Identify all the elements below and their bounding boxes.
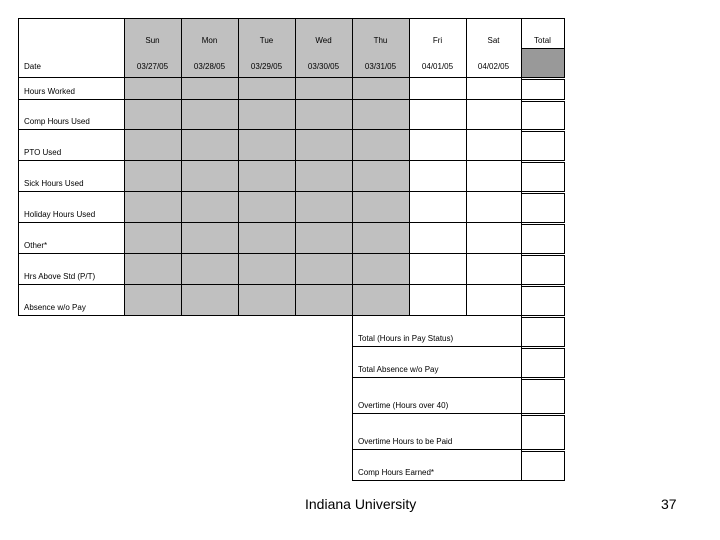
hours-cell: [238, 99, 296, 130]
row-label: Holiday Hours Used: [24, 210, 96, 219]
hours-cell: [409, 99, 467, 130]
date-value: 03/29/05: [250, 62, 283, 71]
row-total-cell: [521, 131, 565, 161]
date-row-label: Date: [24, 62, 41, 71]
row-total-cell: [521, 286, 565, 316]
hours-cell: [409, 253, 467, 285]
hours-cell: [181, 222, 239, 254]
summary-row-label: Total (Hours in Pay Status): [358, 334, 454, 343]
total-label: Total: [534, 36, 551, 45]
row-total-cell: [521, 255, 565, 285]
hours-cell: [466, 129, 522, 161]
hours-cell: [409, 129, 467, 161]
hours-cell: [409, 77, 467, 100]
total-date-cell: [521, 48, 565, 78]
row-label: Sick Hours Used: [24, 179, 84, 188]
hours-cell: [181, 284, 239, 316]
hours-cell: [466, 284, 522, 316]
hours-cell: [124, 284, 182, 316]
hours-cell: [295, 253, 353, 285]
day-label: Thu: [373, 36, 388, 45]
hours-cell: [409, 191, 467, 223]
hours-cell: [124, 77, 182, 100]
date-value: 03/31/05: [364, 62, 397, 71]
row-label: Absence w/o Pay: [24, 303, 86, 312]
hours-cell: [352, 160, 410, 192]
hours-cell: [238, 77, 296, 100]
hours-cell: [295, 99, 353, 130]
day-label: Tue: [259, 36, 274, 45]
hours-cell: [181, 77, 239, 100]
hours-cell: [466, 99, 522, 130]
hours-cell: [238, 284, 296, 316]
date-value: 03/27/05: [136, 62, 169, 71]
row-label: Hours Worked: [24, 87, 75, 96]
hours-cell: [181, 191, 239, 223]
summary-row-label: Total Absence w/o Pay: [358, 365, 439, 374]
hours-cell: [124, 160, 182, 192]
hours-cell: [124, 191, 182, 223]
hours-cell: [352, 284, 410, 316]
hours-cell: [466, 253, 522, 285]
hours-cell: [238, 191, 296, 223]
hours-cell: [181, 253, 239, 285]
hours-cell: [466, 77, 522, 100]
date-value: 03/30/05: [307, 62, 340, 71]
hours-cell: [181, 129, 239, 161]
hours-cell: [295, 160, 353, 192]
hours-cell: [352, 77, 410, 100]
day-label: Fri: [432, 36, 443, 45]
row-total-cell: [521, 224, 565, 254]
hours-cell: [124, 253, 182, 285]
hours-cell: [238, 160, 296, 192]
row-total-cell: [521, 101, 565, 130]
row-label: Other*: [24, 241, 48, 250]
date-value: 03/28/05: [193, 62, 226, 71]
day-label: Sun: [145, 36, 160, 45]
summary-row-label: Overtime (Hours over 40): [358, 401, 449, 410]
hours-cell: [352, 222, 410, 254]
hours-cell: [238, 253, 296, 285]
date-value: 04/02/05: [477, 62, 510, 71]
hours-cell: [352, 129, 410, 161]
hours-cell: [466, 160, 522, 192]
hours-cell: [409, 284, 467, 316]
date-value: 04/01/05: [421, 62, 454, 71]
hours-cell: [238, 222, 296, 254]
hours-cell: [409, 222, 467, 254]
row-total-cell: [521, 79, 565, 100]
hours-cell: [295, 284, 353, 316]
hours-cell: [295, 191, 353, 223]
summary-row-label: Overtime Hours to be Paid: [358, 437, 453, 446]
row-label: Hrs Above Std (P/T): [24, 272, 96, 281]
hours-cell: [295, 222, 353, 254]
hours-cell: [409, 160, 467, 192]
summary-total-cell: [521, 451, 565, 481]
day-label: Wed: [315, 36, 332, 45]
hours-cell: [352, 191, 410, 223]
hours-cell: [238, 129, 296, 161]
hours-cell: [352, 99, 410, 130]
hours-cell: [181, 99, 239, 130]
row-total-cell: [521, 193, 565, 223]
page-number: 37: [661, 496, 677, 512]
hours-cell: [466, 222, 522, 254]
hours-cell: [124, 99, 182, 130]
hours-cell: [352, 253, 410, 285]
hours-cell: [124, 129, 182, 161]
hours-cell: [295, 129, 353, 161]
row-label: Comp Hours Used: [24, 117, 90, 126]
footer-institution: Indiana University: [305, 496, 417, 512]
hours-cell: [181, 160, 239, 192]
hours-cell: [295, 77, 353, 100]
summary-total-cell: [521, 415, 565, 450]
row-label: PTO Used: [24, 148, 62, 157]
row-total-cell: [521, 162, 565, 192]
summary-total-cell: [521, 317, 565, 347]
hours-cell: [124, 222, 182, 254]
summary-row-label: Comp Hours Earned*: [358, 468, 435, 477]
day-label: Mon: [201, 36, 218, 45]
summary-total-cell: [521, 379, 565, 414]
day-label: Sat: [487, 36, 500, 45]
summary-total-cell: [521, 348, 565, 378]
hours-cell: [466, 191, 522, 223]
